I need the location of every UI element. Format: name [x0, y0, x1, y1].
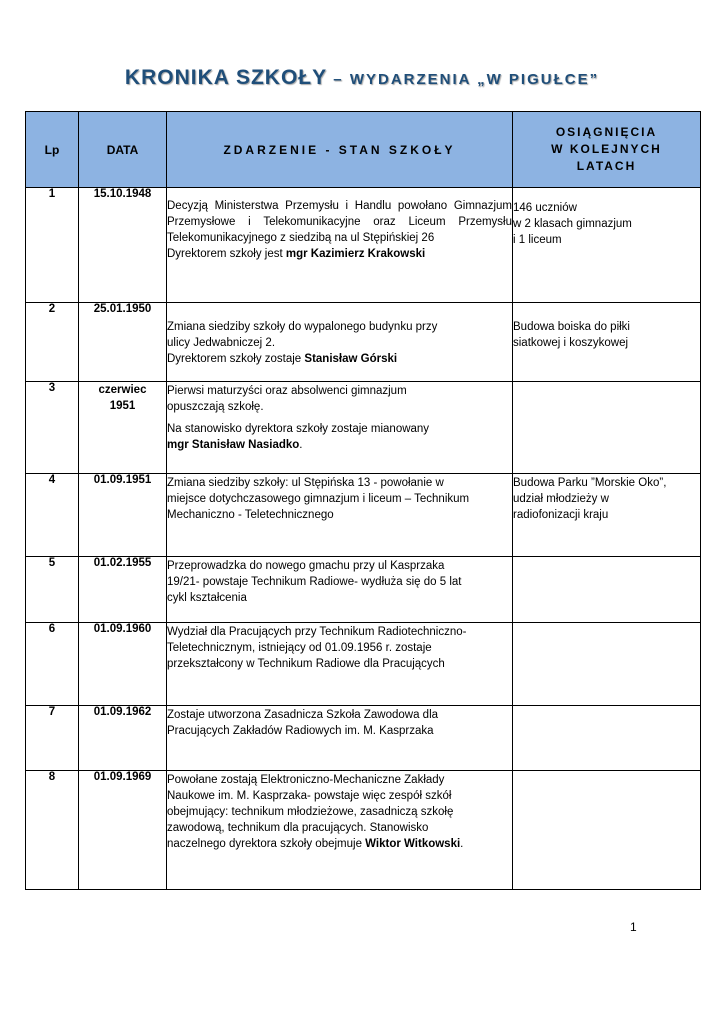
header-achievements-line: LATACH	[576, 159, 637, 173]
row-date: 01.09.1969	[79, 771, 167, 890]
event-director-line	[167, 437, 512, 453]
event-text: Powołane zostają Elektroniczno-Mechaniczne Zakłady	[167, 774, 445, 786]
row-number: 3	[26, 382, 79, 474]
row-number: 1	[26, 188, 79, 303]
row-number: 7	[26, 706, 79, 771]
director-name: mgr Kazimierz Krakowski	[285, 248, 426, 260]
row-event	[167, 771, 513, 890]
table-row	[26, 557, 701, 623]
event-text: 19/21- powstaje Technikum Radiowe- wydłuża się do 5 lat	[167, 576, 462, 588]
event-text: naczelnego dyrektora szkoły obejmuje	[167, 838, 366, 850]
table-row	[26, 474, 701, 557]
date-line: czerwiec	[98, 384, 147, 396]
event-text: Dyrektorem szkoły zostaje	[167, 353, 305, 365]
table-row	[26, 706, 701, 771]
event-director-line	[167, 351, 512, 367]
row-date: 15.10.1948	[79, 188, 167, 303]
event-text: obejmujący: technikum młodzieżowe, zasadniczą szkołę	[167, 806, 454, 818]
table-row	[26, 303, 701, 382]
event-text: Dyrektorem szkoły jest	[167, 248, 286, 260]
page-number: 1	[630, 920, 637, 934]
table-row	[26, 188, 701, 303]
event-text: miejsce dotychczasowego gimnazjum i liceum – Technikum	[167, 493, 470, 505]
title-sub: – WYDARZENIA „W PIGUŁCE”	[327, 71, 600, 88]
row-event	[167, 623, 513, 706]
event-text: Pracujących Zakładów Radiowych im. M. Kasprzaka	[167, 725, 434, 737]
event-director-line	[167, 246, 512, 262]
row-achievements	[513, 623, 701, 706]
row-event	[167, 188, 513, 303]
achievement-line: w 2 klasach gimnazjum	[513, 218, 632, 230]
achievement-line: radiofonizacji kraju	[513, 509, 609, 521]
page-title	[0, 66, 724, 90]
event-text: Zostaje utworzona Zasadnicza Szkoła Zawodowa dla	[167, 709, 439, 721]
row-event	[167, 557, 513, 623]
title-main: KRONIKA SZKOŁY	[124, 66, 328, 89]
event-text: Wydział dla Pracujących przy Technikum Radiotechniczno-	[167, 626, 467, 638]
row-number: 8	[26, 771, 79, 890]
event-text: Pierwsi maturzyści oraz absolwenci gimnazjum	[167, 385, 407, 397]
row-date: 25.01.1950	[79, 303, 167, 382]
chronicle-table	[25, 111, 701, 890]
row-event	[167, 382, 513, 474]
table-row	[26, 382, 701, 474]
row-achievements	[513, 771, 701, 890]
event-text: przekształcony w Technikum Radiowe dla Pracujących	[167, 658, 445, 670]
row-date: 01.09.1962	[79, 706, 167, 771]
event-text: .	[299, 439, 303, 451]
achievement-line: Budowa boiska do piłki	[513, 321, 630, 333]
event-text: Mechaniczno - Teletechnicznego	[167, 509, 334, 521]
row-achievements	[513, 188, 701, 303]
event-text: Decyzją Ministerstwa Przemysłu i Handlu powołano Gimnazjum Przemysłowe i Telekomunikacyjne oraz Liceum Przemysłu Telekomunikacyjnego z siedzibą na ul Stępińskiej 26	[167, 200, 512, 244]
event-director-line	[167, 836, 512, 852]
director-name: Wiktor Witkowski	[365, 838, 461, 850]
director-name: mgr Stanisław Nasiadko	[167, 439, 300, 451]
director-name: Stanisław Górski	[304, 353, 398, 365]
event-text: Zmiana siedziby szkoły: ul Stępińska 13 - powołanie w	[167, 477, 444, 489]
row-number: 4	[26, 474, 79, 557]
event-text: zawodową, technikum dla pracujących. Stanowisko	[167, 822, 429, 834]
header-achievements	[513, 112, 701, 188]
row-achievements	[513, 382, 701, 474]
event-text: ulicy Jedwabniczej 2.	[167, 337, 276, 349]
row-achievements	[513, 474, 701, 557]
row-number: 5	[26, 557, 79, 623]
row-date: 01.02.1955	[79, 557, 167, 623]
table-row	[26, 771, 701, 890]
event-text: Teletechnicznym, istniejący od 01.09.1956 r. zostaje	[167, 642, 432, 654]
row-achievements	[513, 303, 701, 382]
header-lp: Lp	[26, 112, 79, 188]
event-text: Na stanowisko dyrektora szkoły zostaje mianowany	[167, 423, 430, 435]
event-text: opuszczają szkołę.	[167, 401, 264, 413]
table-header-row	[26, 112, 701, 188]
row-number: 2	[26, 303, 79, 382]
event-text: Naukowe im. M. Kasprzaka- powstaje więc zespół szkół	[167, 790, 452, 802]
event-text: Przeprowadzka do nowego gmachu przy ul Kasprzaka	[167, 560, 445, 572]
row-date: 01.09.1960	[79, 623, 167, 706]
header-achievements-line: OSIĄGNIĘCIA	[555, 125, 658, 139]
event-text: cykl kształcenia	[167, 592, 247, 604]
header-event: ZDARZENIE - STAN SZKOŁY	[167, 112, 513, 188]
date-line: 1951	[109, 400, 136, 412]
row-event	[167, 706, 513, 771]
row-achievements	[513, 706, 701, 771]
achievement-line: Budowa Parku ”Morskie Oko”,	[513, 477, 667, 489]
event-text: .	[460, 838, 464, 850]
row-date: 01.09.1951	[79, 474, 167, 557]
achievement-line: 146 uczniów	[513, 202, 577, 214]
row-number: 6	[26, 623, 79, 706]
row-event	[167, 303, 513, 382]
achievement-line: siatkowej i koszykowej	[513, 337, 629, 349]
header-date: DATA	[79, 112, 167, 188]
header-achievements-line: W KOLEJNYCH	[551, 142, 662, 156]
row-date	[79, 382, 167, 474]
table-row	[26, 623, 701, 706]
row-achievements	[513, 557, 701, 623]
achievement-line: udział młodzieży w	[513, 493, 609, 505]
achievement-line: i 1 liceum	[513, 234, 562, 246]
row-event	[167, 474, 513, 557]
event-text: Zmiana siedziby szkoły do wypalonego budynku przy	[167, 321, 438, 333]
